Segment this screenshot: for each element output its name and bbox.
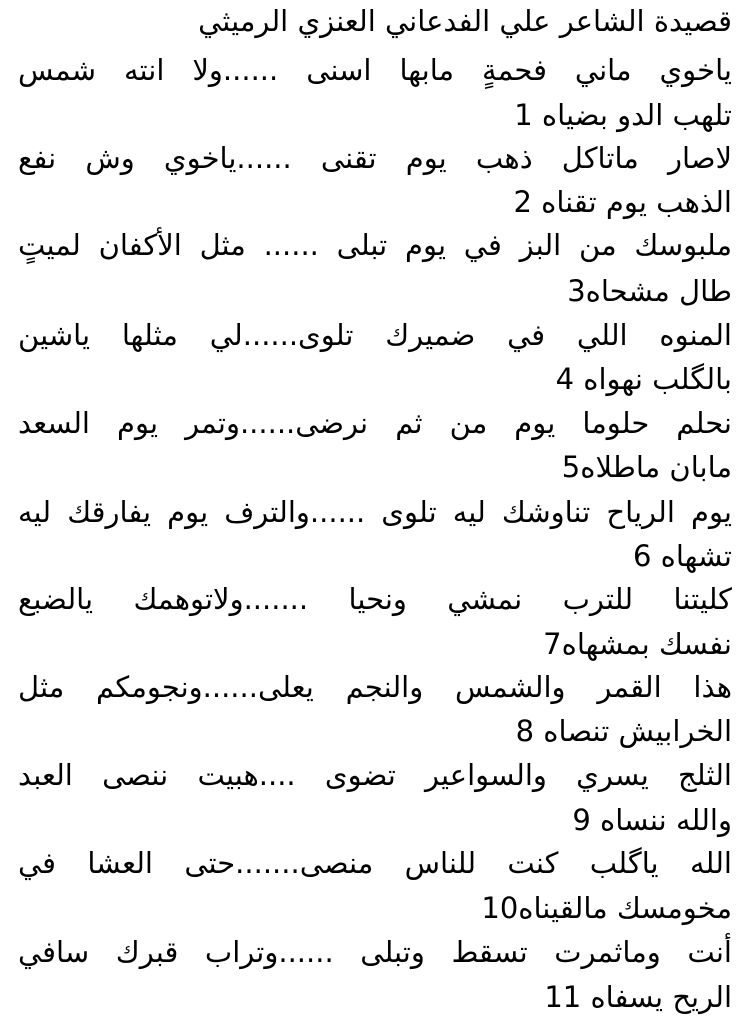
verse-line-5a: نحلم حلوما يوم من ثم نرضى......وتمر يوم السعد <box>18 406 732 440</box>
verse-line-5b: مابان ماطلاه5 <box>561 450 732 484</box>
verse-line-11a: أنت وماثمرت تسقط وتبلى ......وتراب قبرك سافي <box>18 935 732 969</box>
verse-line-7a: كليتنا للترب نمشي ونحيا .......ولاتوهمك يالضبع <box>18 582 732 616</box>
verse-line-9b: والله ننساه 9 <box>572 803 732 837</box>
verse-line-4b: بالگلب نهواه 4 <box>555 362 732 396</box>
verse-line-9a: الثلج يسري والسواعير تضوى ....هبيت ننصى العبد <box>18 758 732 792</box>
verse-line-6b: تشهاه 6 <box>632 539 732 573</box>
verse-line-8a: هذا القمر والشمس والنجم يعلى......ونجومكم مثل <box>18 670 732 704</box>
verse-line-10b: مخومسك مالقيناه10 <box>481 891 732 925</box>
verse-line-10a: الله ياگلب كنت للناس منصى.......حتى العشا في <box>18 846 732 880</box>
verse-line-11b: الريح يسفاه 11 <box>544 980 732 1014</box>
poem-title: قصيدة الشاعر علي الفدعاني العنزي الرميثي <box>198 4 732 38</box>
verse-line-3a: ملبوسك من البز في يوم تبلى ...... مثل الأكفان لميتٍ <box>18 228 732 262</box>
verse-line-2a: لاصار ماتاكل ذهب يوم تقنى ......ياخوي وش نفع <box>18 141 732 175</box>
verse-line-3b: طال مشحاه3 <box>567 274 732 308</box>
verse-line-7b: نفسك بمشهاه7 <box>543 627 732 661</box>
verse-line-1a: ياخوي ماني فحمةٍ مابها اسنى ......ولا انته شمس <box>18 53 732 87</box>
verse-line-4a: المنوه اللي في ضميرك تلوى......لي مثلها ياشين <box>18 318 732 352</box>
verse-line-2b: الذهب يوم تقناه 2 <box>513 185 732 219</box>
verse-line-6a: يوم الرياح تناوشك ليه تلوى ......والترف يوم يفارقك ليه <box>18 495 732 529</box>
verse-line-1b: تلهب الدو بضياه 1 <box>514 98 732 132</box>
verse-line-8b: الخرابيش تنصاه 8 <box>515 714 732 748</box>
